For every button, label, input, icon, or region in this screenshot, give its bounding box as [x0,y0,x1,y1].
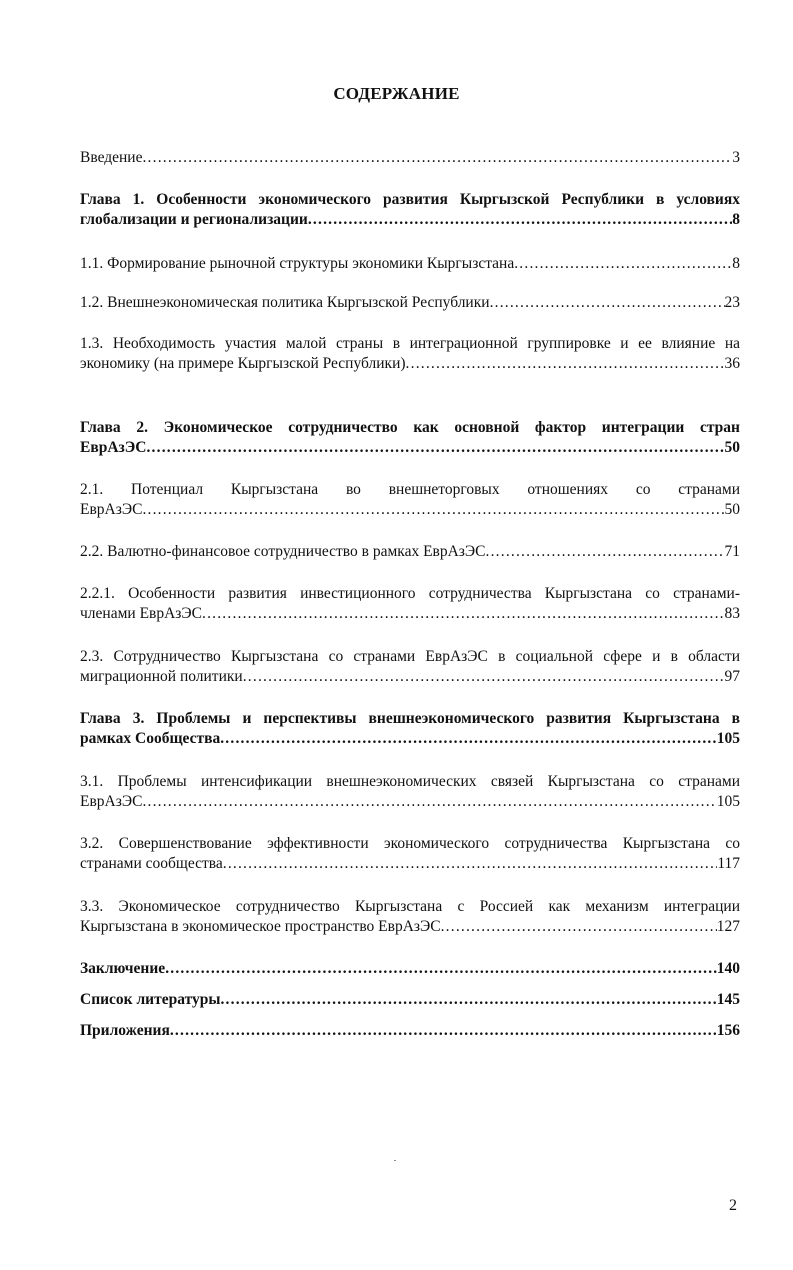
toc-entry-line: 3.1. Проблемы интенсификации внешнеэкономических связей Кыргызстана со странами [80,773,740,790]
toc-entry-1-1 [80,254,740,274]
toc-entry-2-2 [80,542,740,562]
toc-entry-chapter-2 [80,418,740,458]
toc-entry-text: миграционной политики [80,668,243,685]
toc-entry-bibliography [80,990,740,1010]
toc-entry-text: 1.2. Внешнеэкономическая политика Кыргызской Республики [80,294,490,311]
toc-page-number: 8 [732,255,740,272]
toc-entry-text: глобализации и регионализации [80,211,308,228]
toc-page-number: 156 [716,1022,740,1039]
leader-dots [441,917,717,937]
toc-entry-line: 3.3. Экономическое сотрудничество Кыргызстана с Россией как механизм интеграции [80,898,740,915]
page-number: 2 [729,1197,737,1214]
leader-dots [170,1021,717,1041]
leader-dots [308,210,732,230]
toc-page-number: 3 [732,149,740,166]
leader-dots [220,990,716,1010]
toc-entry-2-1 [80,480,740,520]
leader-dots [223,854,718,874]
leader-dots [142,792,716,812]
toc-entry-line: Глава 1. Особенности экономического развития Кыргызской Республики в условиях [80,191,740,208]
toc-page-number: 127 [716,918,740,935]
toc-page-number: 140 [716,960,740,977]
toc-entry-text: Кыргызстана в экономическое пространство ЕврАзЭС [80,918,441,935]
toc-page-number: 145 [716,991,740,1008]
leader-dots [202,604,725,624]
toc-entry-1-3 [80,334,740,374]
toc-entry-text: Список литературы [80,991,221,1008]
page-title: СОДЕРЖАНИЕ [333,84,460,103]
toc-entry-introduction [80,148,740,168]
toc-entry-2-3 [80,647,740,687]
toc-entry-line: Глава 3. Проблемы и перспективы внешнеэкономического развития Кыргызстана в [80,710,740,727]
toc-entry-text: Введение [80,149,143,166]
toc-entry-text: рамках Сообщества [80,730,221,747]
toc-entry-text: ЕврАзЭС [80,793,143,810]
toc-entry-3-2 [80,834,740,874]
leader-dots [490,293,725,313]
leader-dots [486,542,725,562]
leader-dots [142,500,724,520]
toc-entry-text: странами сообщества [80,855,223,872]
toc-entry-text: ЕврАзЭС [80,439,147,456]
toc-entry-1-2 [80,293,740,313]
leader-dots [406,354,725,374]
toc-entry-line: 1.3. Необходимость участия малой страны в интеграционной группировке и ее влияние на [80,335,740,352]
leader-dots [142,148,732,168]
toc-entry-line: 3.2. Совершенствование эффективности экономического сотрудничества Кыргызстана со [80,835,740,852]
toc-page-number: 71 [724,543,740,560]
toc-entry-3-1 [80,772,740,812]
toc-page-number: 23 [724,294,740,311]
leader-dots [220,729,717,749]
toc-entry-3-3 [80,897,740,937]
toc-page-number: 8 [732,211,740,228]
leader-dots [243,667,725,687]
toc-entry-line: 2.1. Потенциал Кыргызстана во внешнеторговых отношениях со странами [80,481,740,498]
toc-entry-text: Заключение [80,960,166,977]
toc-entry-text: 1.1. Формирование рыночной структуры экономики Кыргызстана [80,255,515,272]
toc-page-number: 117 [717,855,740,872]
toc-entry-text: ЕврАзЭС [80,501,143,518]
toc-entry-text: Приложения [80,1022,170,1039]
toc-page-number: 50 [724,439,740,456]
toc-entry-text: 2.2. Валютно-финансовое сотрудничество в рамках ЕврАзЭС [80,543,486,560]
toc-entry-2-2-1 [80,584,740,624]
toc-entry-text: членами ЕврАзЭС [80,605,202,622]
leader-dots [146,438,724,458]
toc-page-number: 105 [716,793,740,810]
toc-entry-appendices [80,1021,740,1041]
toc-entry-conclusion [80,959,740,979]
toc-entry-line: Глава 2. Экономическое сотрудничество как основной фактор интеграции стран [80,419,740,436]
toc-page-number: 97 [724,668,740,685]
toc-entry-line: 2.3. Сотрудничество Кыргызстана со странами ЕврАзЭС в социальной сфере и в области [80,648,740,665]
toc-page-number: 83 [724,605,740,622]
toc-entry-text: экономику (на примере Кыргызской Республики) [80,355,406,372]
scan-speck [394,1160,396,1161]
toc-entry-line: 2.2.1. Особенности развития инвестиционного сотрудничества Кыргызстана со странами- [80,585,740,602]
toc-page-number: 50 [724,501,740,518]
toc-entry-chapter-3 [80,709,740,749]
leader-dots [165,959,717,979]
leader-dots [514,254,732,274]
toc-page-number: 36 [724,355,740,372]
toc-entry-chapter-1 [80,190,740,230]
toc-page-number: 105 [716,730,740,747]
